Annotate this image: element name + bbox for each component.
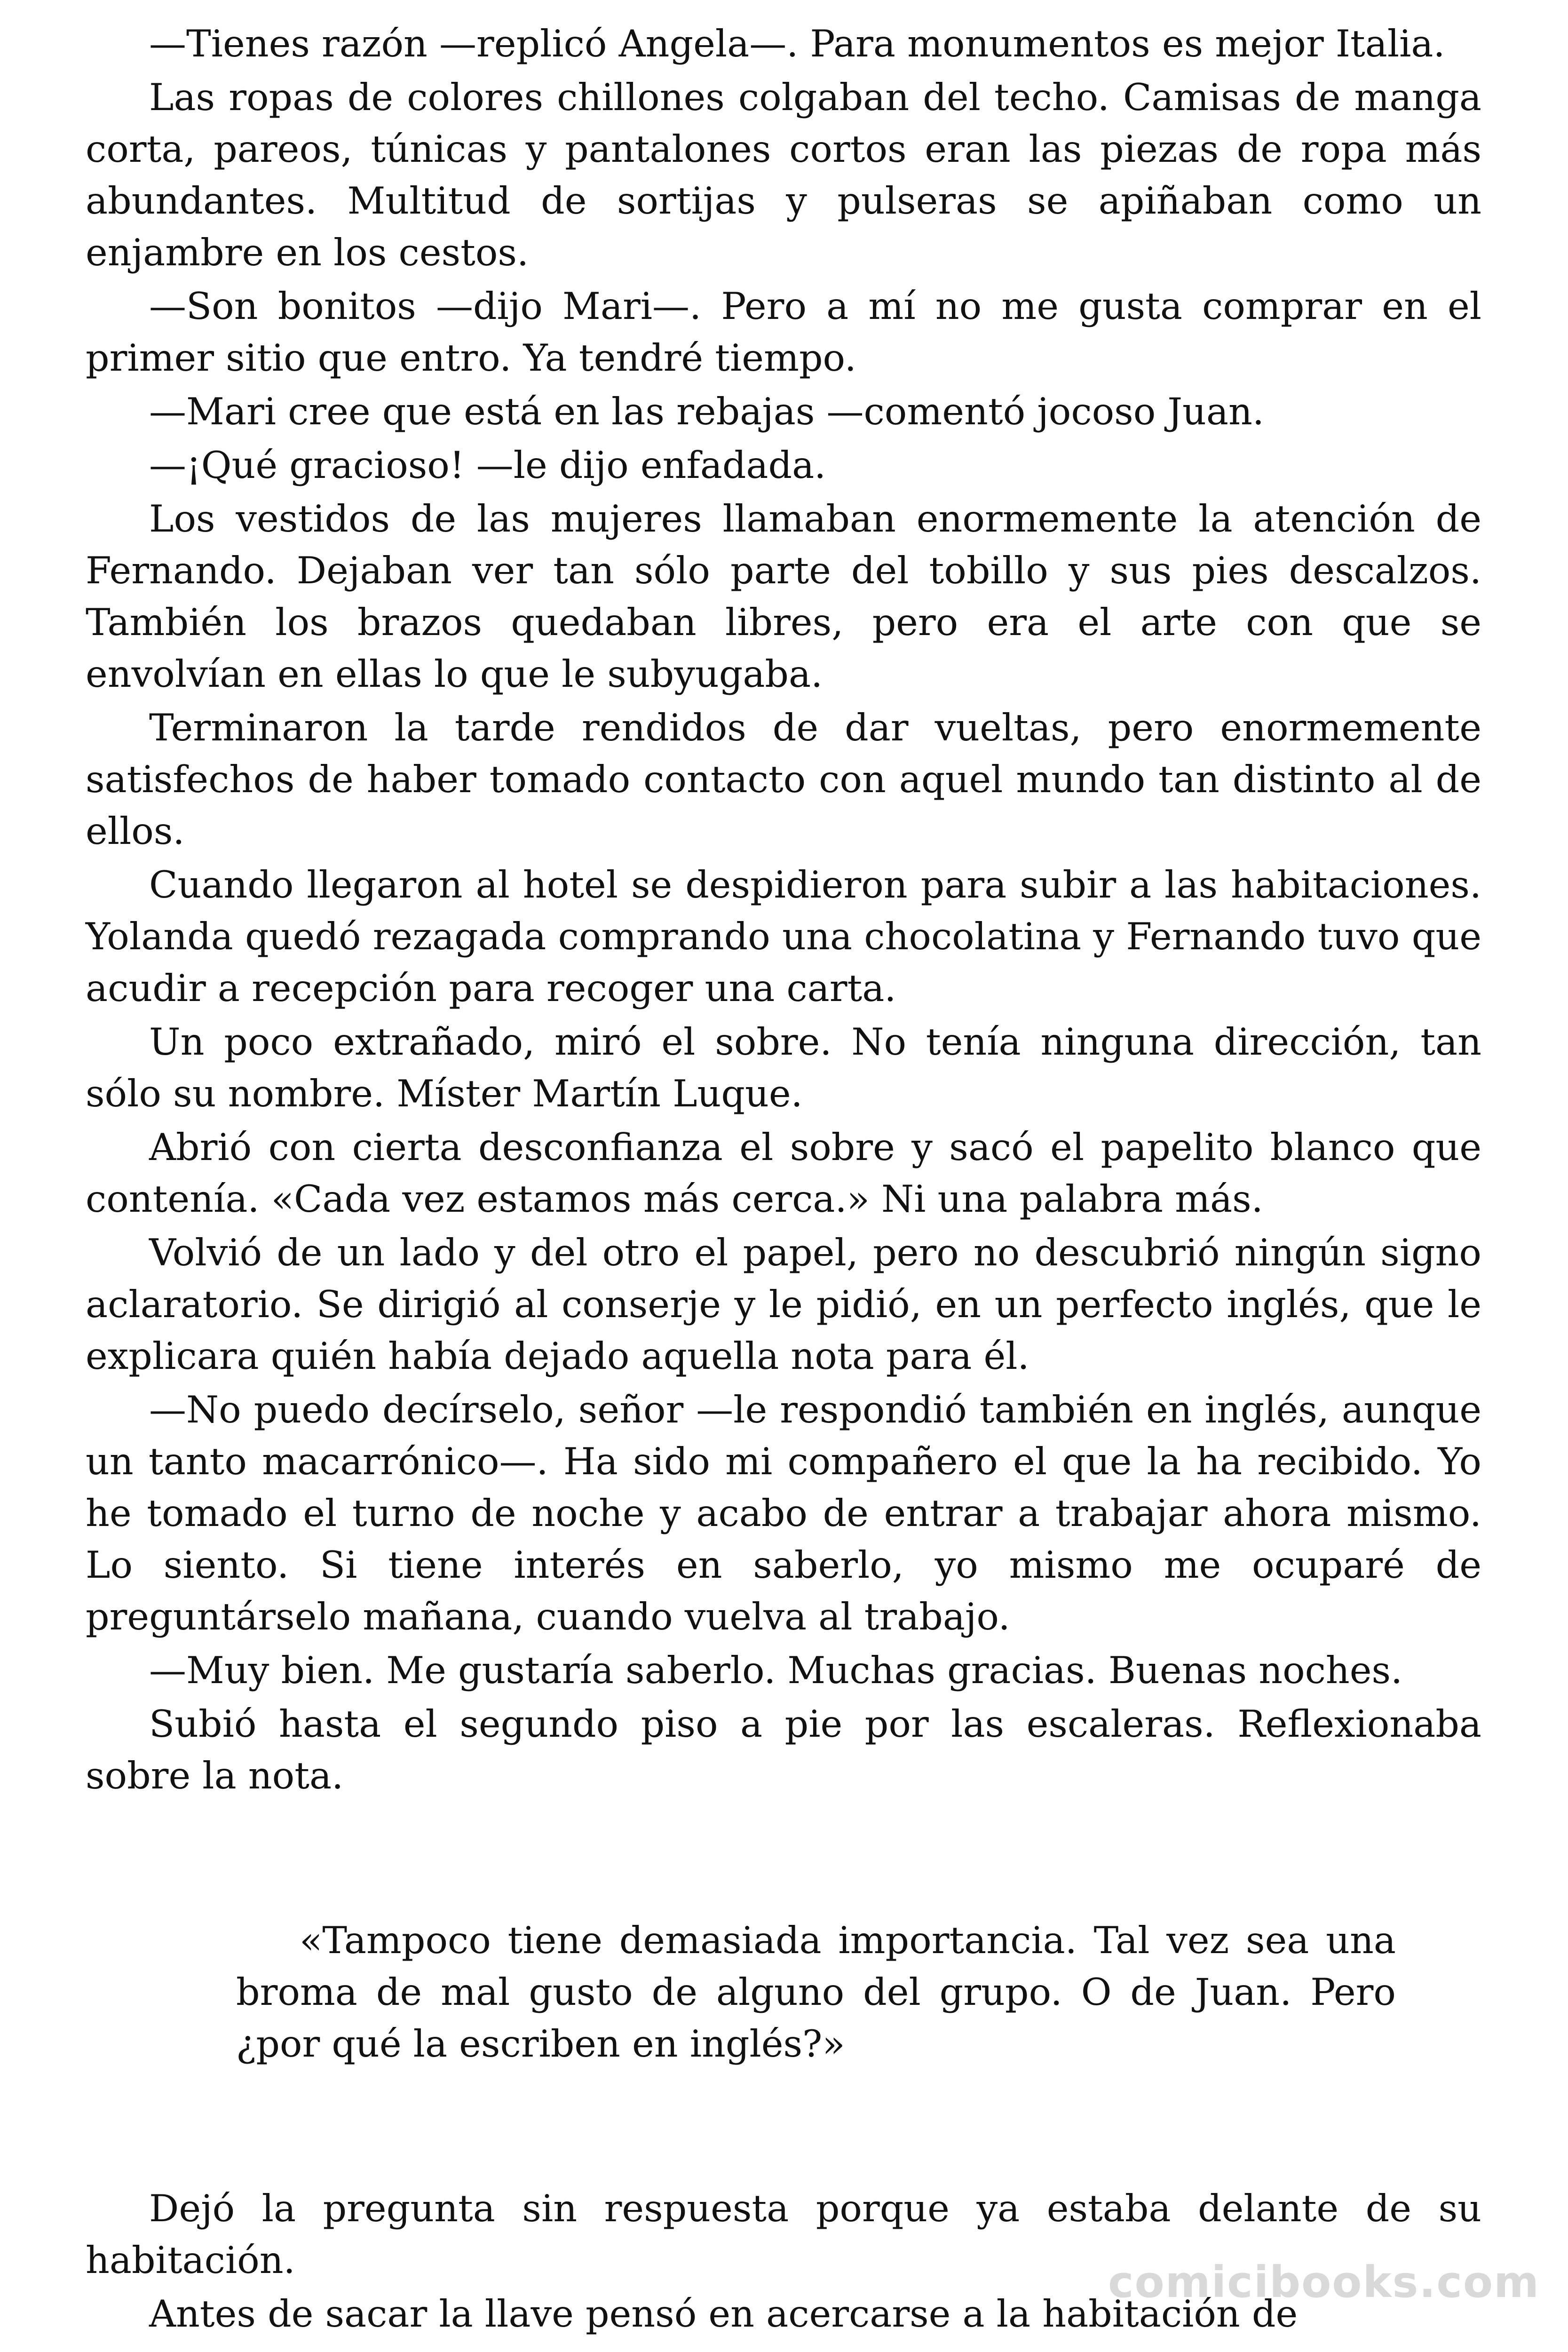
paragraph: —Muy bien. Me gustaría saberlo. Muchas gracias. Buenas noches. xyxy=(149,1649,1403,1692)
watermark: comicibooks.com xyxy=(1108,2257,1540,2307)
paragraph: Abrió con cierta desconfianza el sobre y sacó el papelito blanco que contenía. «Cada vez estamos más cerca.» Ni una palabra más. xyxy=(86,1126,1481,1221)
paragraph: Dejó la pregunta sin respuesta porque ya estaba delante de su habitación. xyxy=(86,2187,1481,2282)
paragraph: —Tienes razón —replicó Angela—. Para monumentos es mejor Italia. xyxy=(149,22,1445,65)
paragraph: Las ropas de colores chillones colgaban del techo. Camisas de manga corta, pareos, túnicas y pantalones cortos eran las piezas de ropa más abundantes. Multitud de sortijas y pulseras se apiñaban como un enjambre en los cestos. xyxy=(86,76,1481,274)
paragraph: Subió hasta el segundo piso a pie por las escaleras. Reflexionaba sobre la nota. xyxy=(86,1702,1481,1797)
paragraph: Terminaron la tarde rendidos de dar vueltas, pero enormemente satisfechos de haber tomado contacto con aquel mundo tan distinto al de ellos. xyxy=(86,706,1481,853)
paragraph: Volvió de un lado y del otro el papel, pero no descubrió ningún signo aclaratorio. Se dirigió al conserje y le pidió, en un perfecto inglés, que le explicara quién había dejado aquella nota para él. xyxy=(86,1231,1481,1378)
paragraph: —¡Qué gracioso! —le dijo enfadada. xyxy=(149,444,826,487)
inner-thought-quote: «Tampoco tiene demasiada importancia. Tal vez sea una broma de mal gusto de alguno del grupo. O de Juan. Pero ¿por qué la escriben en inglés?» xyxy=(236,1919,1396,2066)
paragraph: Cuando llegaron al hotel se despidieron para subir a las habitaciones. Yolanda quedó rezagada comprando una chocolatina y Fernando tuvo que acudir a recepción para recoger una carta. xyxy=(86,863,1481,1010)
paragraph: Un poco extrañado, miró el sobre. No tenía ninguna dirección, tan sólo su nombre. Míster Martín Luque. xyxy=(86,1020,1481,1115)
text-column xyxy=(86,18,1481,2342)
paragraph: Antes de sacar la llave pensó en acercarse a la habitación de xyxy=(149,2292,1298,2336)
paragraph: —Mari cree que está en las rebajas —comentó jocoso Juan. xyxy=(149,390,1265,433)
paragraph: —No puedo decírselo, señor —le respondió también en inglés, aunque un tanto macarrónico—. Ha sido mi compañero el que la ha recibido. Yo he tomado el turno de noche y acabo de entrar a trabajar ahora mismo. Lo siento. Si tiene interés en saberlo, yo mismo me ocuparé de preguntárselo mañana, cuando vuelva al trabajo. xyxy=(86,1388,1481,1638)
paragraph: Los vestidos de las mujeres llamaban enormemente la atención de Fernando. Dejaban ver tan sólo parte del tobillo y sus pies descalzos. También los brazos quedaban libres, pero era el arte con que se envolvían en ellas lo que le subyugaba. xyxy=(86,497,1481,696)
paragraph: —Son bonitos —dijo Mari—. Pero a mí no me gusta comprar en el primer sitio que entro. Ya tendré tiempo. xyxy=(86,285,1481,380)
